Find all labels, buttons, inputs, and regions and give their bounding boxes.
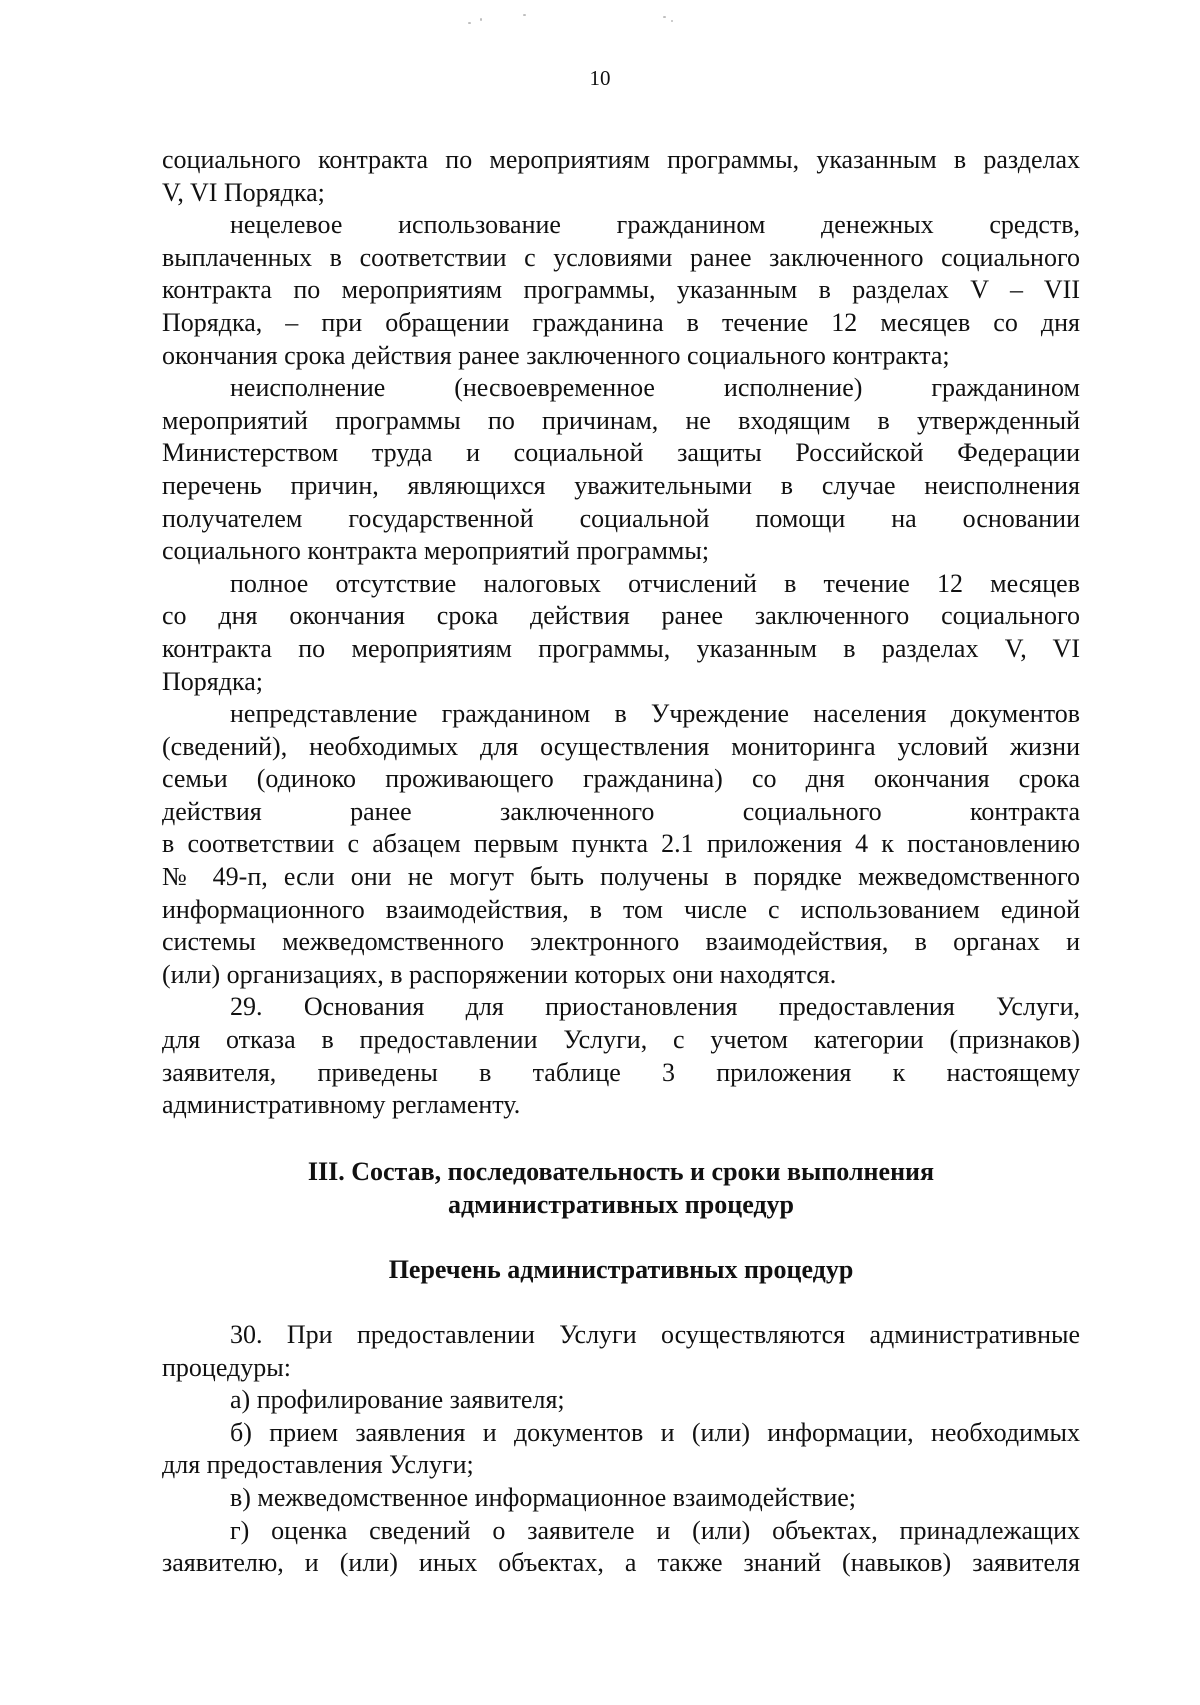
text-line: Министерством труда и социальной защиты Российской Федерации [162, 438, 1080, 468]
text-line: социального контракта мероприятий программы; [162, 536, 710, 566]
section-heading [162, 1156, 1080, 1221]
body-text [162, 144, 1080, 1122]
text-line: семьи (одиноко проживающего гражданина) со дня окончания срока [162, 764, 1080, 794]
paragraph-misuse-of-funds [162, 209, 1080, 372]
text-line: Порядка, – при обращении гражданина в течение 12 месяцев со дня [162, 307, 1080, 337]
text-line: заявителю, и (или) иных объектах, а также знаний (навыков) заявителя [162, 1548, 1080, 1578]
text-line: в) межведомственное информационное взаимодействие; [230, 1482, 857, 1512]
text-line: в соответствии с абзацем первым пункта 2.1 приложения 4 к постановлению [162, 829, 1080, 859]
text-line: заявителя, приведены в таблице 3 приложения к настоящему [162, 1057, 1080, 1087]
page-number: 10 [589, 66, 611, 90]
text-line: мероприятий программы по причинам, не входящим в утвержденный [162, 405, 1080, 435]
text-line: г) оценка сведений о заявителе и (или) объектах, принадлежащих [230, 1515, 1080, 1545]
text-line: процедуры: [162, 1352, 291, 1382]
text-line: выплаченных в соответствии с условиями ранее заключенного социального [162, 242, 1080, 272]
scan-speck [523, 14, 526, 16]
section-heading-line: административных процедур [447, 1189, 795, 1219]
text-line: а) профилирование заявителя; [230, 1385, 565, 1415]
text-line: информационного взаимодействия, в том числе с использованием единой [162, 894, 1080, 924]
paragraph-29-grounds [162, 991, 1080, 1121]
text-line: социального контракта по мероприятиям программы, указанным в разделах [162, 145, 1080, 174]
text-line: окончания срока действия ранее заключенного социального контракта; [162, 340, 950, 370]
list-item [162, 1384, 1080, 1417]
text-line: получателем государственной социальной помощи на основании [162, 503, 1080, 533]
text-line: неисполнение (несвоевременное исполнение) гражданином [230, 373, 1080, 403]
text-line: контракта по мероприятиям программы, указанным в разделах V, VI [162, 633, 1080, 663]
text-line: для отказа в предоставлении Услуги, с учетом категории (признаков) [162, 1025, 1080, 1055]
text-line: 29. Основания для приостановления предоставления Услуги, [230, 992, 1080, 1022]
list-item [162, 1515, 1080, 1580]
text-line: перечень причин, являющихся уважительными в случае неисполнения [162, 470, 1080, 500]
text-line: V, VI Порядка; [162, 177, 325, 207]
text-line: полное отсутствие налоговых отчислений в течение 12 месяцев [230, 568, 1080, 598]
scan-speck [480, 18, 482, 21]
text-line: нецелевое использование гражданином денежных средств, [230, 210, 1080, 240]
text-line: (сведений), необходимых для осуществления мониторинга условий жизни [162, 731, 1080, 761]
section-heading-line: III. Состав, последовательность и сроки выполнения [307, 1157, 935, 1186]
list-item [162, 1417, 1080, 1482]
text-line: контракта по мероприятиям программы, указанным в разделах V – VII [162, 275, 1080, 305]
subsection-heading-line: Перечень административных процедур [388, 1255, 854, 1284]
scan-speck [663, 16, 666, 18]
scan-speck [671, 20, 673, 22]
text-line: 30. При предоставлении Услуги осуществляются административные [230, 1320, 1080, 1349]
paragraph-continuation [162, 144, 1080, 209]
scan-speck [468, 22, 471, 24]
text-line: № 49-п, если они не могут быть получены в порядке межведомственного [162, 862, 1080, 892]
procedures-list [162, 1319, 1080, 1580]
text-line: б) прием заявления и документов и (или) информации, необходимых [230, 1417, 1080, 1447]
text-line: непредставление гражданином в Учреждение населения документов [230, 699, 1080, 729]
text-line: (или) организациях, в распоряжении которых они находятся. [162, 959, 837, 989]
paragraph-non-submission [162, 698, 1080, 991]
text-line: действия ранее заключенного социального контракта [162, 796, 1080, 826]
text-line: со дня окончания срока действия ранее заключенного социального [162, 601, 1080, 631]
text-line: системы межведомственного электронного взаимодействия, в органах и [162, 927, 1080, 957]
text-line: административному регламенту. [162, 1090, 521, 1120]
subsection-heading [162, 1254, 1080, 1287]
paragraph-30-intro [162, 1319, 1080, 1384]
paragraph-no-tax-deductions [162, 568, 1080, 698]
text-line: для предоставления Услуги; [162, 1450, 474, 1480]
text-line: Порядка; [162, 666, 263, 696]
list-item [162, 1482, 1080, 1515]
paragraph-non-fulfillment [162, 372, 1080, 568]
